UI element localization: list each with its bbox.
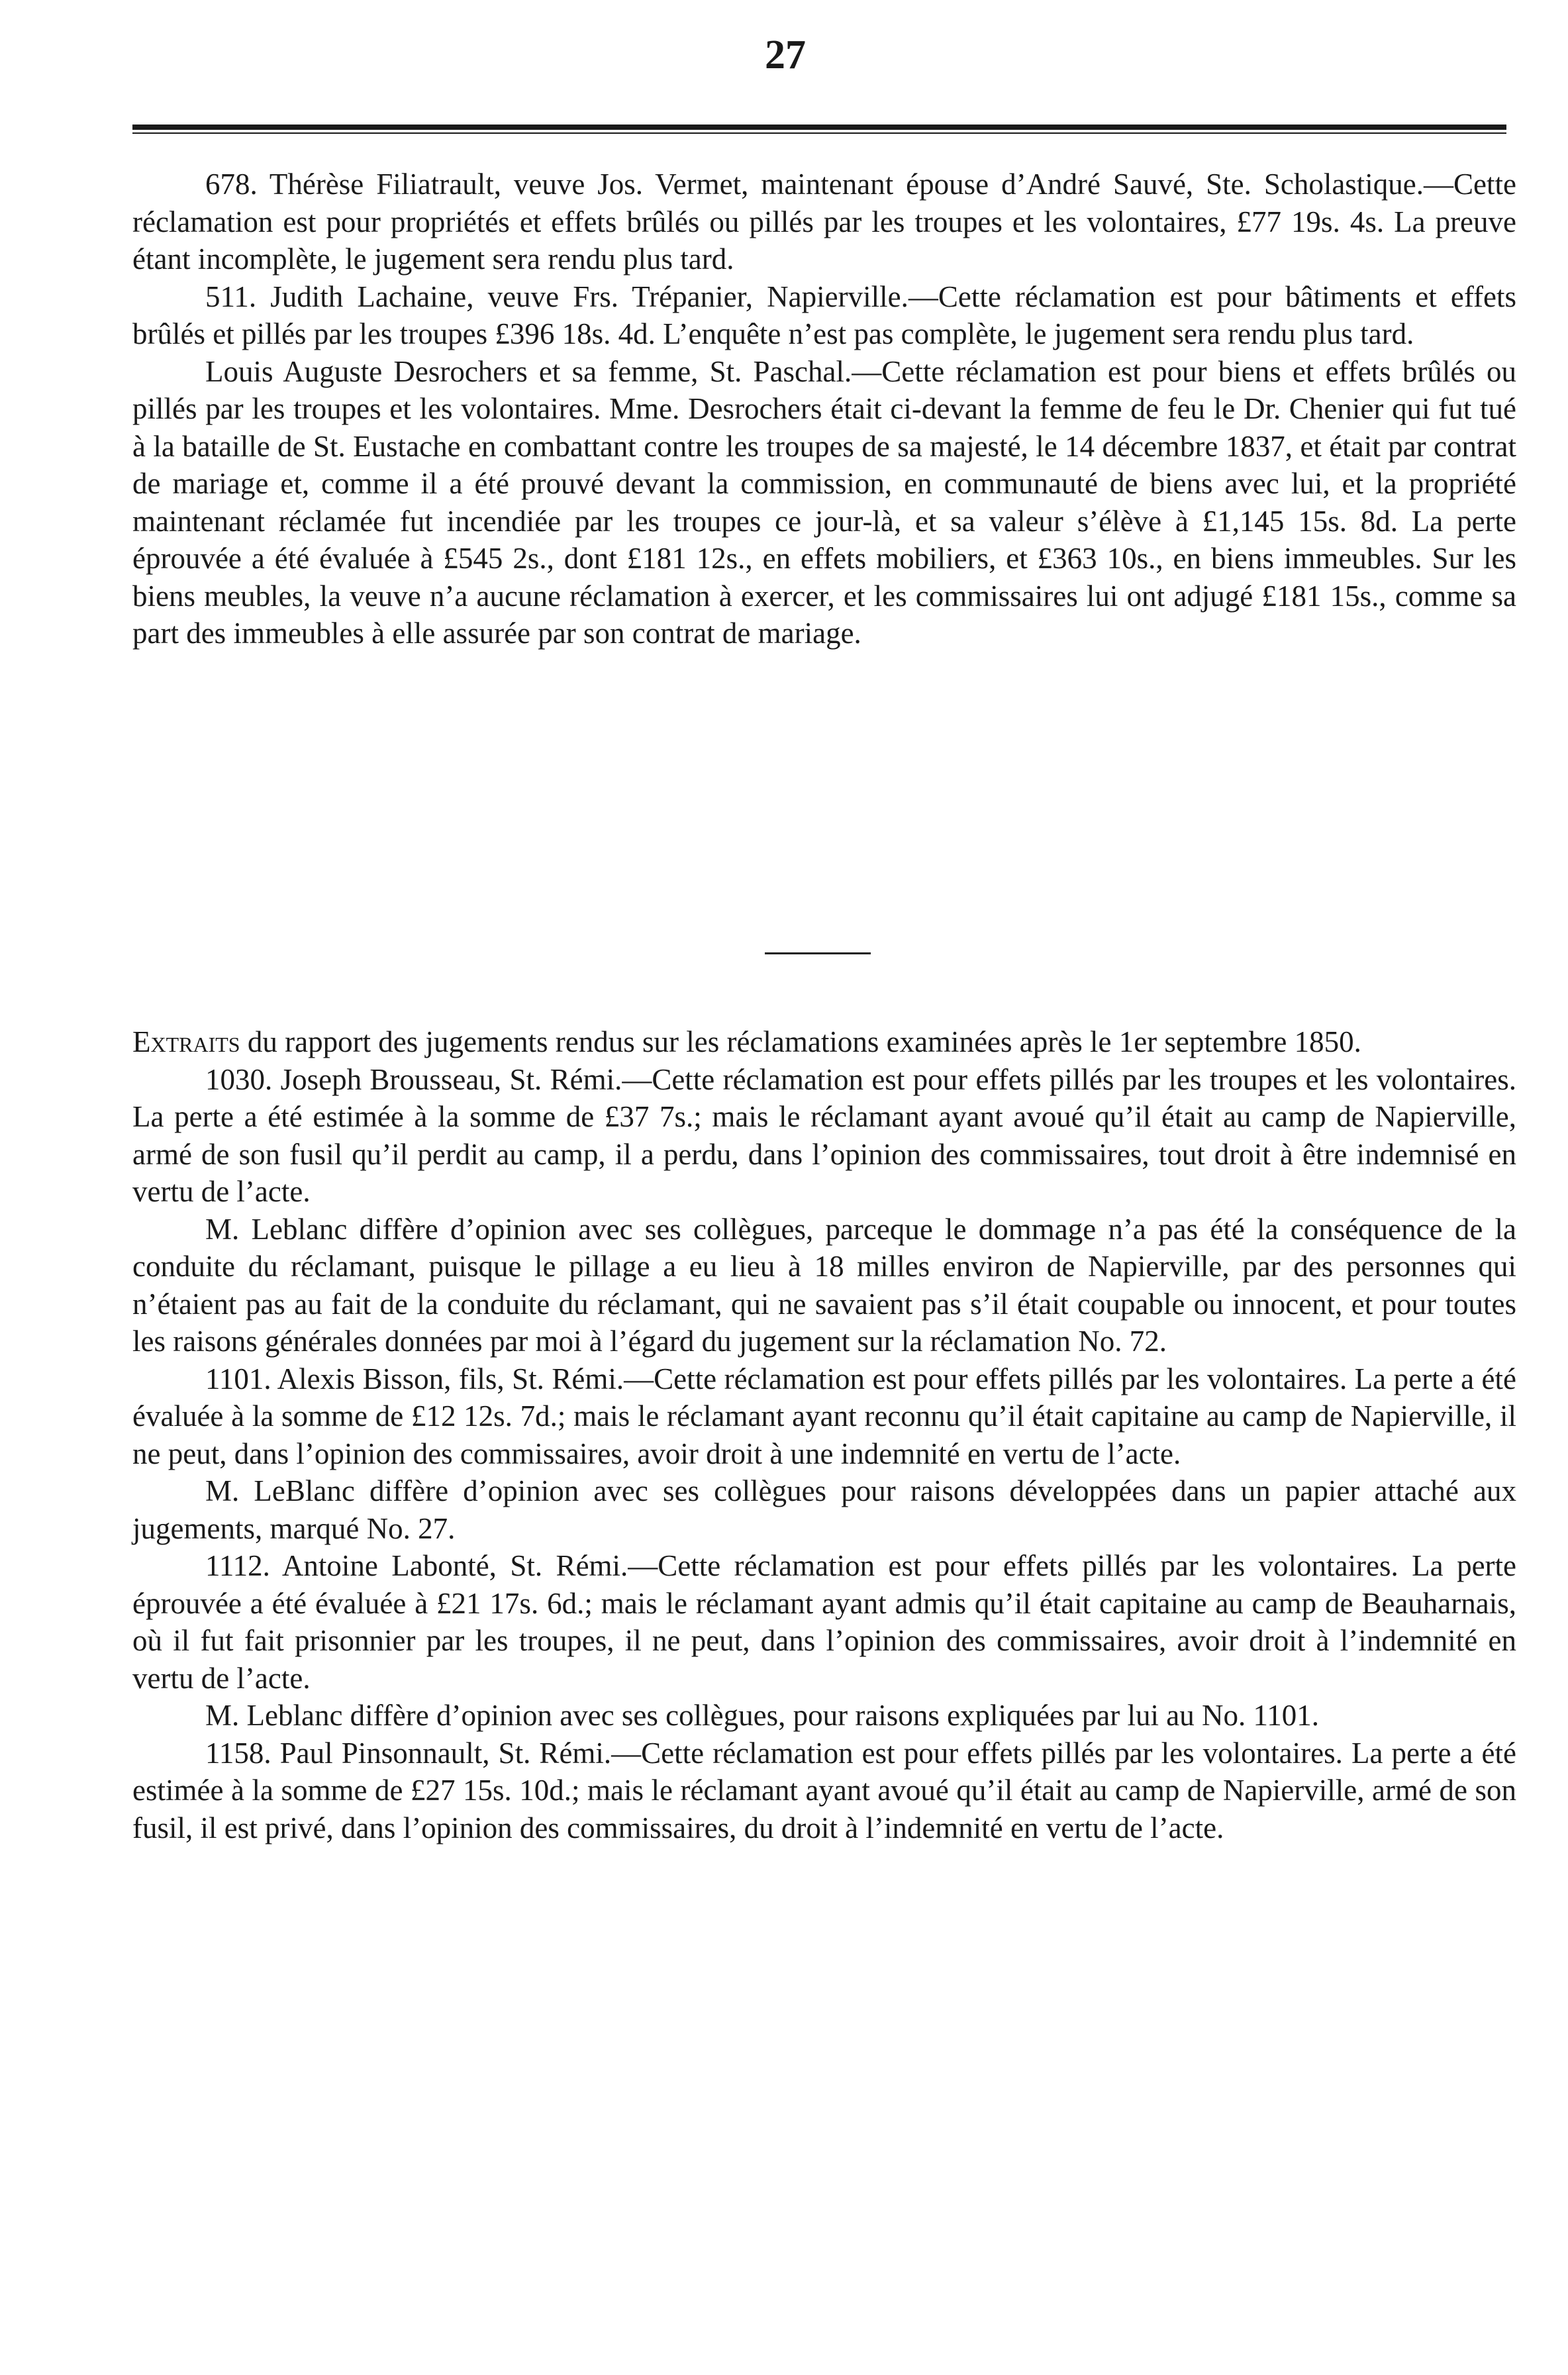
- claims-section-2: [132, 1023, 1516, 1846]
- section-divider: [765, 952, 871, 954]
- dissent-paragraph: M. Leblanc diffère d’opinion avec ses collègues, pour raisons expliquées par lui au No. 1101.: [205, 1699, 1320, 1732]
- header-rule: [132, 125, 1506, 130]
- claim-paragraph: Louis Auguste Desrochers et sa femme, St. Paschal.—Cette réclamation est pour biens et effets brûlés ou pillés par les troupes et les volontaires. Mme. Desrochers était ci-devant la femme de feu le Dr. Chenier qui fut tué à la bataille de St. Eustache en combattant contre les troupes de sa majesté, le 14 décembre 1837, et était par contrat de mariage et, comme il a été prouvé devant la commission, en communauté de biens avec lui, et la propriété maintenant réclamée fut incendiée par les troupes ce jour-là, et sa valeur s’élève à £1,145 15s. 8d. La perte éprouvée a été évaluée à £545 2s., dont £181 12s., en effets mobiliers, et £363 10s., en biens immeubles. Sur les biens meubles, la veuve n’a aucune réclamation à exercer, et les commissaires lui ont adjugé £181 15s., comme sa part des immeubles à elle assurée par son contrat de mariage.: [132, 354, 1516, 650]
- header-rule-thin: [132, 132, 1506, 134]
- claim-paragraph: 1158. Paul Pinsonnault, St. Rémi.—Cette réclamation est pour effets pillés par les volontaires. La perte a été estimée à la somme de £27 15s. 10d.; mais le réclamant ayant avoué qu’il était au camp de Napierville, armé de son fusil, il est privé, dans l’opinion des commissaires, du droit à l’indemnité en vertu de l’acte.: [132, 1736, 1516, 1844]
- page-number: 27: [765, 32, 806, 77]
- claims-section-1: [132, 166, 1516, 652]
- dissent-paragraph: M. LeBlanc diffère d’opinion avec ses collègues pour raisons développées dans un papier attaché aux jugements, marqué No. 27.: [132, 1474, 1516, 1545]
- claim-paragraph: 1030. Joseph Brousseau, St. Rémi.—Cette réclamation est pour effets pillés par les troupes et les volontaires. La perte a été estimée à la somme de £37 7s.; mais le réclamant ayant avoué qu’il était au camp de Napierville, armé de son fusil qu’il perdit au camp, il a perdu, dans l’opinion des commissaires, tout droit à être indemnisé en vertu de l’acte.: [132, 1062, 1516, 1208]
- claim-paragraph: 678. Thérèse Filiatrault, veuve Jos. Vermet, maintenant épouse d’André Sauvé, Ste. Scholastique.—Cette réclamation est pour propriétés et effets brûlés ou pillés par les troupes et les volontaires, £77 19s. 4s. La preuve étant incomplète, le jugement sera rendu plus tard.: [132, 168, 1516, 276]
- extract-heading-lead: Extraits: [132, 1025, 240, 1058]
- extract-heading: [132, 1023, 1516, 1061]
- claim-paragraph: 1112. Antoine Labonté, St. Rémi.—Cette réclamation est pour effets pillés par les volontaires. La perte éprouvée a été évaluée à £21 17s. 6d.; mais le réclamant ayant admis qu’il était capitaine au camp de Beauharnais, où il fut fait prisonnier par les troupes, il ne peut, dans l’opinion des commissaires, avoir droit à l’indemnité en vertu de l’acte.: [132, 1549, 1516, 1695]
- claim-paragraph: 1101. Alexis Bisson, fils, St. Rémi.—Cette réclamation est pour effets pillés par les volontaires. La perte a été évaluée à la somme de £12 12s. 7d.; mais le réclamant ayant reconnu qu’il était capitaine au camp de Napierville, il ne peut, dans l’opinion des commissaires, avoir droit à une indemnité en vertu de l’acte.: [132, 1362, 1516, 1470]
- extract-heading-rest: du rapport des jugements rendus sur les réclamations examinées après le 1er septembre 1850.: [240, 1025, 1361, 1058]
- claim-paragraph: 511. Judith Lachaine, veuve Frs. Trépanier, Napierville.—Cette réclamation est pour bâtiments et effets brûlés et pillés par les troupes £396 18s. 4d. L’enquête n’est pas complète, le jugement sera rendu plus tard.: [132, 279, 1516, 350]
- dissent-paragraph: M. Leblanc diffère d’opinion avec ses collègues, parceque le dommage n’a pas été la conséquence de la conduite du réclamant, puisque le pillage a eu lieu à 18 milles environ de Napierville, par des personnes qui n’étaient pas au fait de la conduite du réclamant, qui ne savaient pas s’il était coupable ou innocent, et pour toutes les raisons générales données par moi à l’égard du jugement sur la réclamation No. 72.: [132, 1212, 1516, 1358]
